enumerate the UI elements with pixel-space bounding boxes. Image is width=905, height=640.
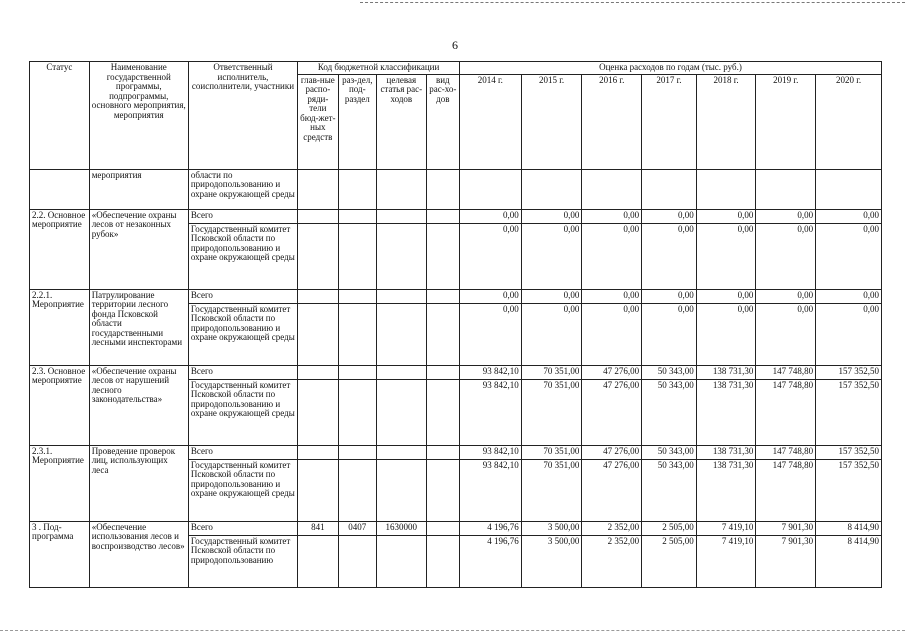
empty-cell [642,169,697,209]
empty-cell [377,535,427,587]
empty-cell [338,459,376,521]
header-year: 2020 г. [816,74,882,169]
row-total-value: 157 352,50 [816,445,882,459]
row-executor-value: 147 748,80 [756,379,816,445]
row-budget-code [338,209,376,223]
row-executor-value: 2 352,00 [582,535,642,587]
row-budget-code [298,289,338,303]
row-executor-value: 0,00 [816,223,882,289]
header-csr: целевая статья рас-ходов [377,74,427,169]
row-executor-value: 0,00 [756,223,816,289]
row-executor-value: 3 500,00 [521,535,582,587]
header-year: 2019 г. [756,74,816,169]
row-executor-value: 93 842,10 [459,459,521,521]
empty-cell [298,535,338,587]
empty-cell [338,535,376,587]
row-budget-code [298,445,338,459]
row-total-value: 2 352,00 [582,521,642,535]
row-total-value: 138 731,30 [696,365,756,379]
row-total-value: 93 842,10 [459,365,521,379]
row-executor: Государственный комитет Псковской области по природопользованию и охране окружающей среды [188,303,297,365]
row-total-value: 50 343,00 [642,445,697,459]
row-executor-value: 0,00 [521,303,582,365]
row-total-value: 0,00 [459,289,521,303]
row-name: Патрулирование территории лесного фонда Псковской области государственными лесными инспекторами [89,289,188,365]
header-year: 2017 г. [642,74,697,169]
row-total-value: 50 343,00 [642,365,697,379]
row-total-value: 0,00 [459,209,521,223]
empty-cell [338,303,376,365]
row-executor: Государственный комитет Псковской области по природопользованию [188,535,297,587]
row-status: 2.2. Основное мероприятие [30,209,90,289]
row-executor-value: 70 351,00 [521,459,582,521]
row-total-label: Всего [188,521,297,535]
row-total-value: 70 351,00 [521,365,582,379]
row-budget-code [298,365,338,379]
row-status: 2.3.1. Мероприятие [30,445,90,521]
row-budget-code [377,209,427,223]
row-executor-value: 0,00 [642,223,697,289]
row-total-label: Всего [188,365,297,379]
row-total-value: 47 276,00 [582,445,642,459]
row-total-value: 0,00 [642,209,697,223]
row-total-label: Всего [188,445,297,459]
row-total-value: 8 414,90 [816,521,882,535]
empty-cell [377,379,427,445]
header-budget-code: Код бюджетной классификации [298,62,460,75]
row-total-value: 7 901,30 [756,521,816,535]
row-total-label: Всего [188,289,297,303]
row-executor-value: 157 352,50 [816,459,882,521]
row-budget-code: 1630000 [377,521,427,535]
row-executor-value: 50 343,00 [642,459,697,521]
row-budget-code [338,289,376,303]
row-executor-value: 47 276,00 [582,459,642,521]
row-total-value: 147 748,80 [756,445,816,459]
empty-cell [377,303,427,365]
row-budget-code: 841 [298,521,338,535]
row-total-value: 0,00 [642,289,697,303]
header-name: Наименование государственной программы, подпрограммы, основного мероприятия, мероприятия [89,62,188,170]
row-budget-code [298,209,338,223]
row-total-value: 0,00 [756,209,816,223]
row-executor: Государственный комитет Псковской области по природопользованию и охране окружающей среды [188,223,297,289]
scan-edge-bottom [0,630,905,632]
row-total-value: 0,00 [521,289,582,303]
row-executor-value: 0,00 [642,303,697,365]
row-executor-value: 47 276,00 [582,379,642,445]
empty-cell [582,169,642,209]
row-executor-value: 93 842,10 [459,379,521,445]
empty-cell [298,303,338,365]
row-budget-code [426,289,459,303]
row-total-value: 7 419,10 [696,521,756,535]
row-total-value: 0,00 [696,209,756,223]
header-year: 2014 г. [459,74,521,169]
empty-cell [426,303,459,365]
continuation-executor: области по природопользованию и охране окружающей среды [188,169,297,209]
row-total-value: 0,00 [582,289,642,303]
row-budget-code [426,209,459,223]
row-executor-value: 50 343,00 [642,379,697,445]
row-total-value: 4 196,76 [459,521,521,535]
row-executor-value: 0,00 [459,303,521,365]
row-total-value: 93 842,10 [459,445,521,459]
row-executor-value: 0,00 [582,303,642,365]
row-budget-code [377,289,427,303]
page-number: 6 [452,38,458,52]
row-executor-value: 157 352,50 [816,379,882,445]
empty-cell [426,379,459,445]
row-name: Проведение проверок лиц, использующих леса [89,445,188,521]
row-executor-value: 0,00 [816,303,882,365]
scan-edge-top [360,2,905,4]
row-executor-value: 7 419,10 [696,535,756,587]
empty-cell [298,169,338,209]
row-executor-value: 0,00 [521,223,582,289]
row-total-value: 0,00 [696,289,756,303]
row-executor-value: 147 748,80 [756,459,816,521]
row-name: «Обеспечение охраны лесов от нарушений лесного законодательства» [89,365,188,445]
header-year: 2016 г. [582,74,642,169]
empty-cell [377,223,427,289]
row-budget-code [426,521,459,535]
continuation-name: мероприятия [89,169,188,209]
empty-cell [521,169,582,209]
empty-cell [298,459,338,521]
row-budget-code [338,445,376,459]
budget-table [29,61,882,588]
row-total-value: 157 352,50 [816,365,882,379]
row-name: «Обеспечение охраны лесов от незаконных рубок» [89,209,188,289]
row-status: 2.2.1. Мероприятие [30,289,90,365]
header-status: Статус [30,62,90,170]
row-budget-code [377,365,427,379]
empty-cell [298,223,338,289]
row-executor-value: 0,00 [582,223,642,289]
row-total-value: 138 731,30 [696,445,756,459]
row-executor-value: 8 414,90 [816,535,882,587]
row-executor-value: 4 196,76 [459,535,521,587]
row-executor-value: 7 901,30 [756,535,816,587]
row-executor: Государственный комитет Псковской области по природопользованию и охране окружающей среды [188,459,297,521]
row-executor-value: 0,00 [459,223,521,289]
row-total-value: 0,00 [756,289,816,303]
row-executor-value: 138 731,30 [696,459,756,521]
row-total-value: 70 351,00 [521,445,582,459]
header-year: 2018 г. [696,74,756,169]
row-executor-value: 0,00 [756,303,816,365]
row-name: «Обеспечение использования лесов и воспроизводство лесов» [89,521,188,587]
header-rzpr: раз-дел, под-раздел [338,74,376,169]
row-total-value: 3 500,00 [521,521,582,535]
header-vr: вид рас-хо-дов [426,74,459,169]
row-total-value: 47 276,00 [582,365,642,379]
empty-cell [298,379,338,445]
row-executor-value: 2 505,00 [642,535,697,587]
row-budget-code: 0407 [338,521,376,535]
header-executor: Ответственный исполнитель, соисполнители, участники [188,62,297,170]
row-total-value: 2 505,00 [642,521,697,535]
empty-cell [816,169,882,209]
row-total-value: 0,00 [816,209,882,223]
continuation-status [30,169,90,209]
empty-cell [338,223,376,289]
header-year: 2015 г. [521,74,582,169]
row-total-value: 0,00 [816,289,882,303]
row-status: 2.3. Основное мероприятие [30,365,90,445]
row-executor-value: 0,00 [696,223,756,289]
row-total-value: 0,00 [582,209,642,223]
row-budget-code [426,365,459,379]
header-estimate: Оценка расходов по годам (тыс. руб.) [459,62,881,75]
row-executor-value: 70 351,00 [521,379,582,445]
header-grbs: глав-ные распо-ряди-тели бюд-жет-ных средств [298,74,338,169]
row-budget-code [377,445,427,459]
empty-cell [377,169,427,209]
empty-cell [696,169,756,209]
row-total-value: 0,00 [521,209,582,223]
empty-cell [756,169,816,209]
empty-cell [426,459,459,521]
empty-cell [377,459,427,521]
row-status: 3 . Под-программа [30,521,90,587]
row-budget-code [426,445,459,459]
empty-cell [459,169,521,209]
row-executor-value: 138 731,30 [696,379,756,445]
row-executor: Государственный комитет Псковской области по природопользованию и охране окружающей среды [188,379,297,445]
empty-cell [338,169,376,209]
empty-cell [426,535,459,587]
empty-cell [426,223,459,289]
row-budget-code [338,365,376,379]
row-executor-value: 0,00 [696,303,756,365]
empty-cell [426,169,459,209]
row-total-value: 147 748,80 [756,365,816,379]
row-total-label: Всего [188,209,297,223]
empty-cell [338,379,376,445]
